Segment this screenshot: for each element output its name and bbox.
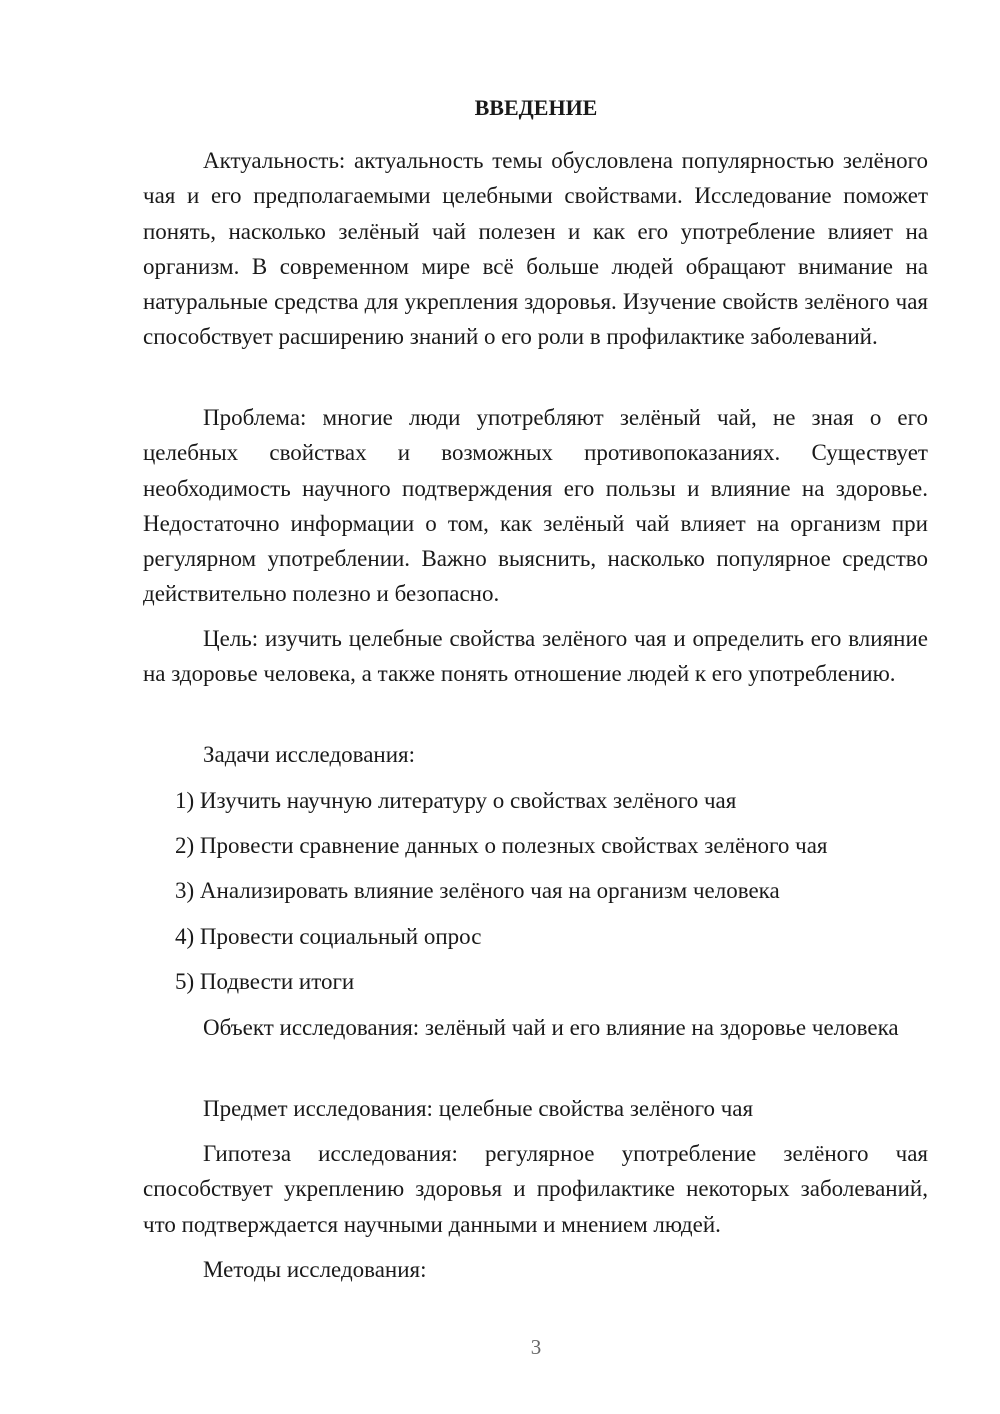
paragraph-subject: Предмет исследования: целебные свойства зелёного чая bbox=[203, 1096, 754, 1121]
task-item-2: 2) Провести сравнение данных о полезных свойствах зелёного чая bbox=[175, 833, 828, 858]
section-heading: ВВЕДЕНИЕ bbox=[474, 95, 598, 120]
page-number: 3 bbox=[530, 1335, 542, 1359]
methods-title: Методы исследования: bbox=[203, 1257, 427, 1282]
task-item-3: 3) Анализировать влияние зелёного чая на организм человека bbox=[175, 878, 780, 903]
paragraph-problem: Проблема: многие люди употребляют зелёный чай, не зная о его целебных свойствах и возможных противопоказаниях. Существует необходимость научного подтверждения его пользы и влияние на здоровье. Недостаточно информации о том, как зелёный чай влияет на организм при регулярном употреблении. Важно выяснить, насколько популярное средство действительно полезно и безопасно. bbox=[143, 405, 928, 607]
paragraph-goal: Цель: изучить целебные свойства зелёного чая и определить его влияние на здоровье человека, а также понять отношение людей к его употреблению. bbox=[143, 626, 928, 687]
paragraph-object: Объект исследования: зелёный чай и его влияние на здоровье человека bbox=[203, 1015, 899, 1040]
task-item-4: 4) Провести социальный опрос bbox=[175, 924, 482, 949]
task-item-5: 5) Подвести итоги bbox=[175, 969, 355, 994]
task-item-1: 1) Изучить научную литературу о свойствах зелёного чая bbox=[175, 788, 737, 813]
tasks-title: Задачи исследования: bbox=[203, 742, 416, 767]
paragraph-relevance: Актуальность: актуальность темы обусловлена популярностью зелёного чая и его предполагаемыми целебными свойствами. Исследование поможет понять, насколько зелёный чай полезен и как его употребление влияет на организм. В современном мире всё больше людей обращают внимание на натуральные средства для укрепления здоровья. Изучение свойств зелёного чая способствует расширению знаний о его роли в профилактике заболеваний. bbox=[143, 148, 928, 350]
paragraph-hypothesis: Гипотеза исследования: регулярное употребление зелёного чая способствует укреплению здоровья и профилактике некоторых заболеваний, что подтверждается научными данными и мнением людей. bbox=[143, 1141, 928, 1237]
